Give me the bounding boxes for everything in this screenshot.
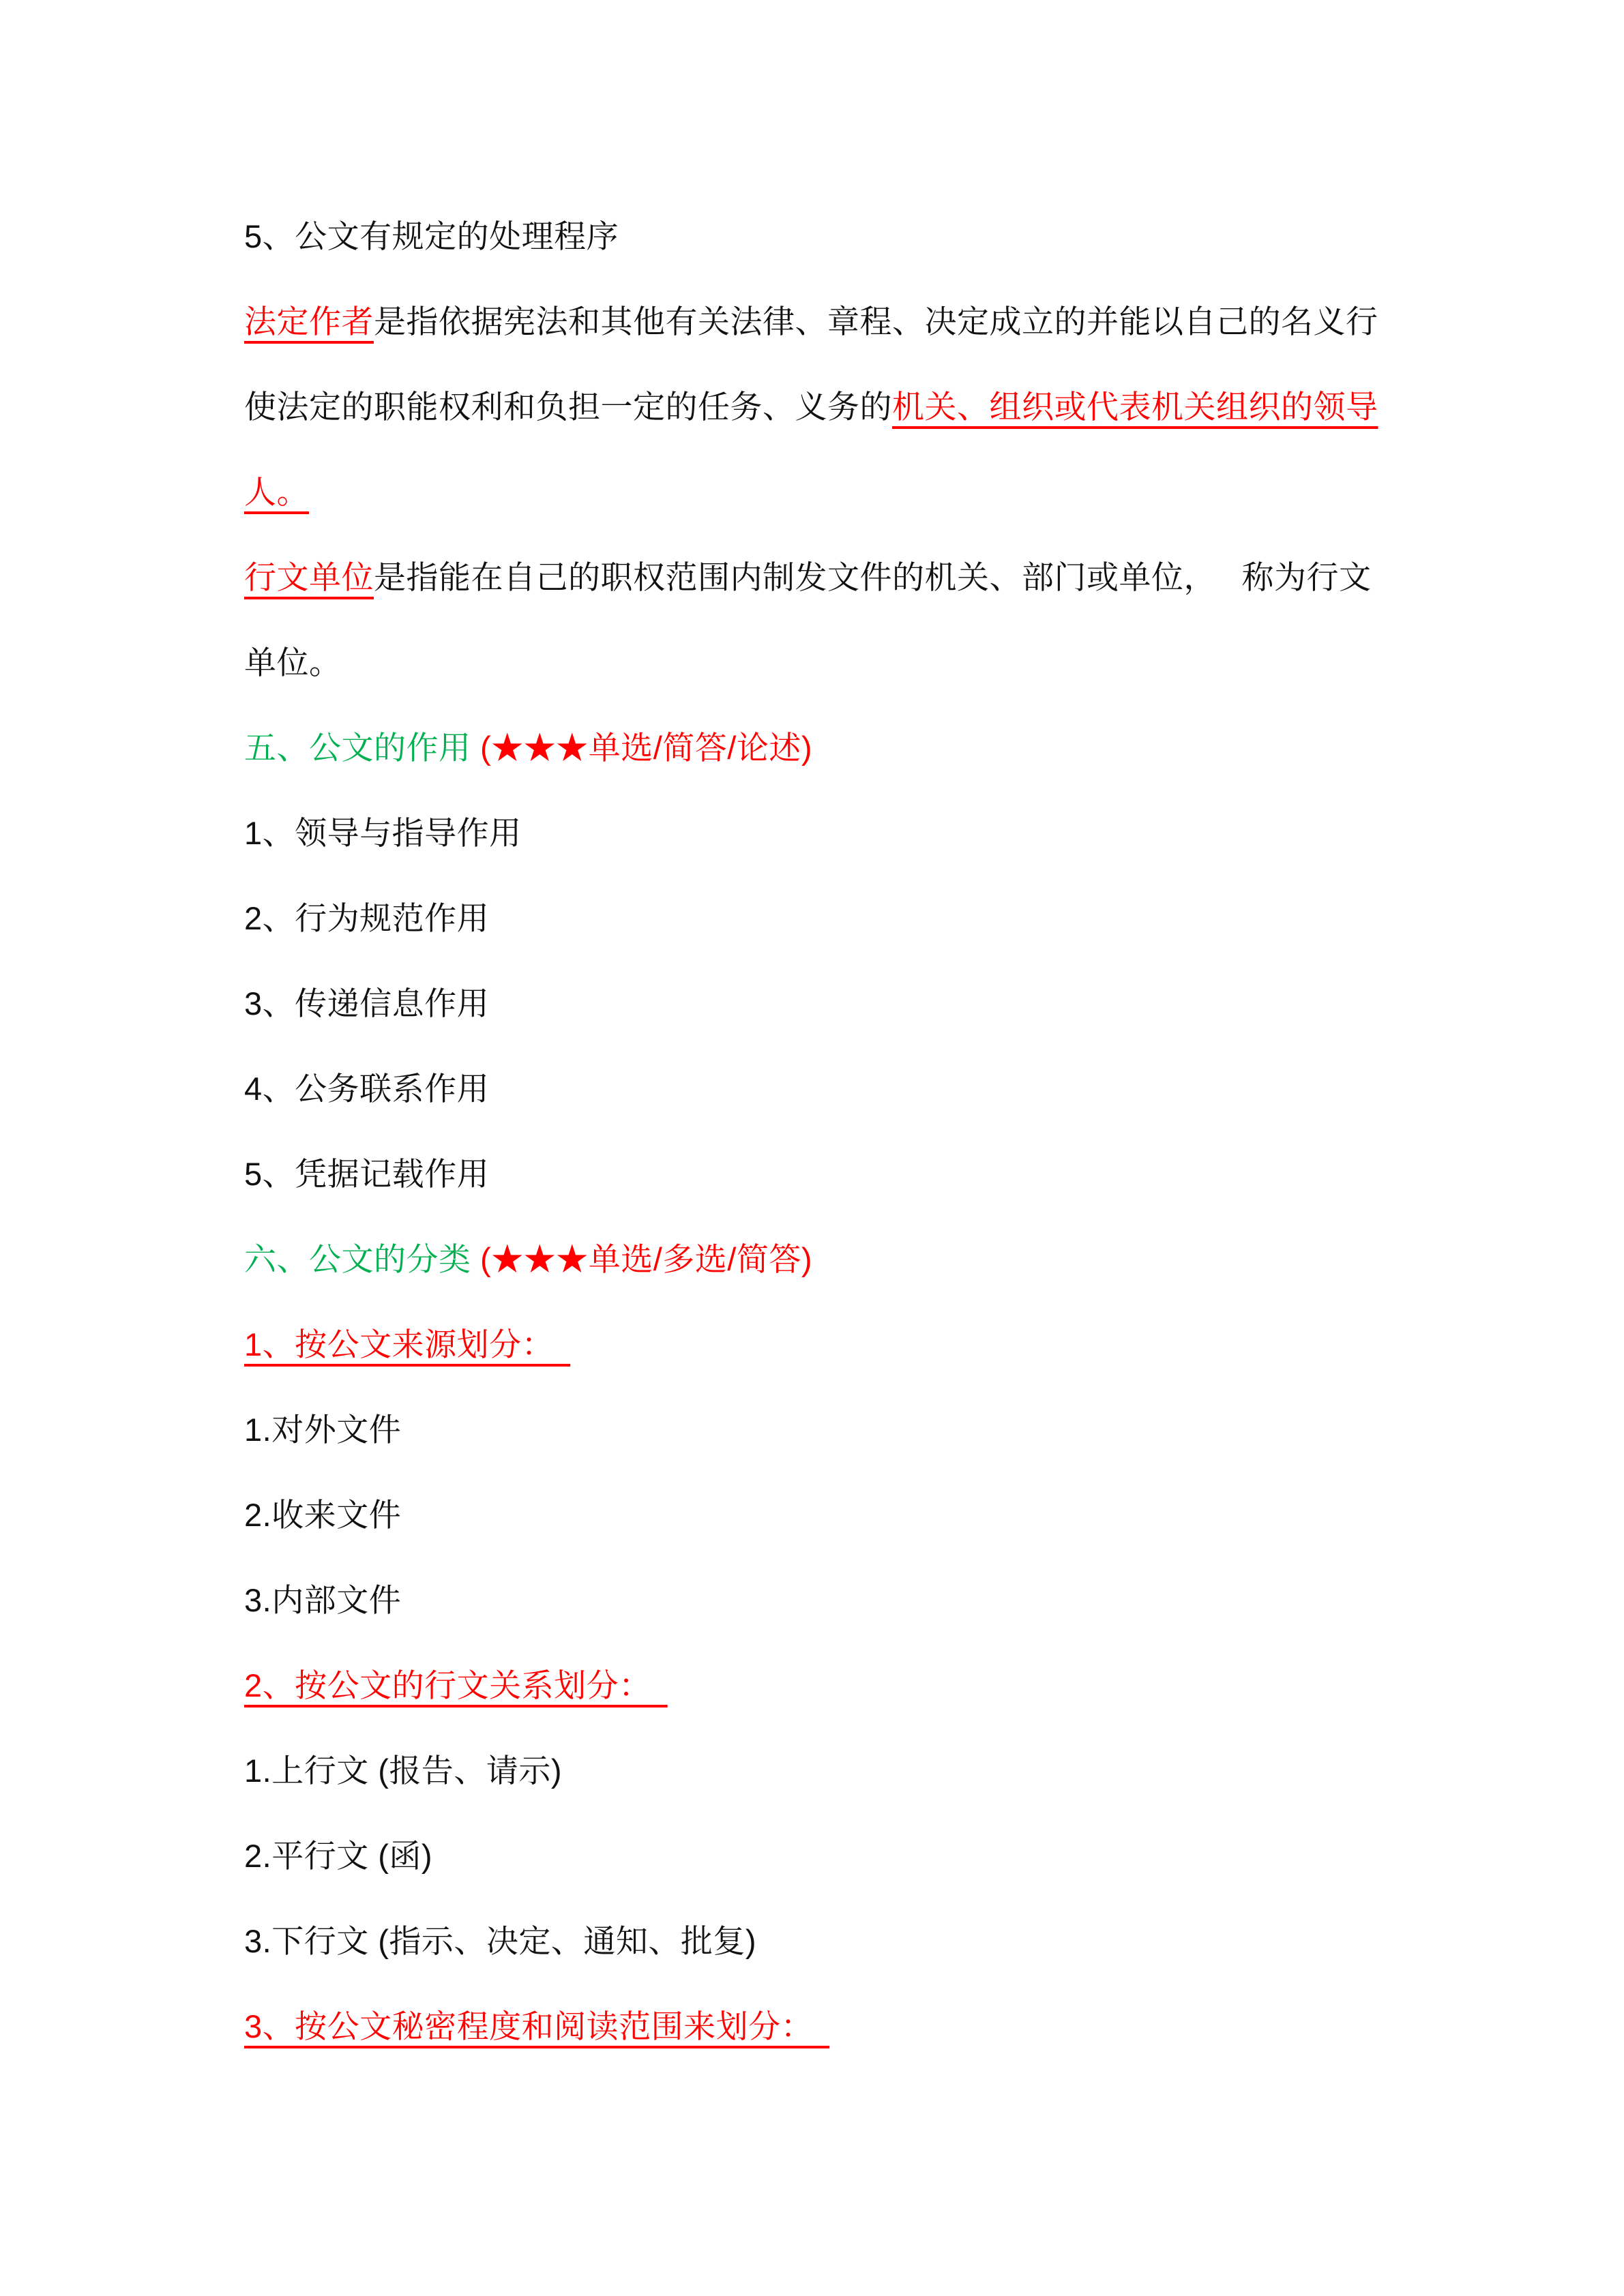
list-item-source-1 [244,1387,1411,1472]
list-item-relation-1 [244,1728,1411,1813]
subsection-heading-by-secrecy [244,1984,1411,2069]
section-heading-6-classification [244,1217,1411,1302]
document-text-column [244,194,1411,2069]
paragraph-legal-author-line-1 [244,279,1411,364]
list-item-source-1-text: 1.对外文件 [244,1412,402,1448]
paragraph-legal-author-line-1-text: 是指依据宪法和其他有关法律、章程、决定成立的并能以自己的名义行 [374,303,1378,340]
paragraph-legal-author-line-2 [244,364,1411,449]
list-item-feature-5-text: 5、公文有规定的处理程序 [244,218,619,254]
paragraph-xingwen-unit-line-1 [244,535,1411,620]
list-item-role-2-text: 2、行为规范作用 [244,900,490,936]
paragraph-xingwen-unit-line-2-text: 单位。 [244,644,342,681]
list-item-role-4-text: 4、公务联系作用 [244,1071,490,1107]
paragraph-legal-author-line-1-text: 法定作者 [244,303,374,340]
list-item-relation-3-text: 3.下行文 (指示、决定、通知、批复) [244,1923,757,1959]
list-item-role-3-text: 3、传递信息作用 [244,985,490,1022]
paragraph-xingwen-unit-line-1-text: 行文单位 [244,559,374,595]
list-item-relation-2 [244,1813,1411,1898]
list-item-role-3 [244,961,1411,1046]
list-item-role-1-text: 1、领导与指导作用 [244,815,522,851]
subsection-heading-by-source-text: 1、按公文来源划分： [244,1326,571,1362]
list-item-role-5-text: 5、凭据记载作用 [244,1156,490,1192]
subsection-heading-by-source [244,1302,1411,1387]
paragraph-legal-author-line-2-text: 机关、组织或代表机关组织的领导 [892,389,1378,425]
section-heading-5-role [244,705,1411,790]
paragraph-legal-author-line-3 [244,449,1411,535]
list-item-role-2 [244,876,1411,961]
section-heading-6-classification-text: (★★★单选/多选/简答) [471,1241,812,1277]
list-item-role-5 [244,1131,1411,1217]
list-item-source-2 [244,1472,1411,1557]
list-item-source-3-text: 3.内部文件 [244,1582,402,1618]
list-item-role-1 [244,790,1411,876]
section-heading-5-role-text: (★★★单选/简答/论述) [471,730,812,766]
paragraph-legal-author-line-3-text: 人。 [244,474,309,510]
list-item-role-4 [244,1046,1411,1131]
list-item-relation-2-text: 2.平行文 (函) [244,1838,433,1874]
subsection-heading-by-relation [244,1643,1411,1728]
list-item-relation-3 [244,1898,1411,1984]
list-item-source-2-text: 2.收来文件 [244,1497,402,1533]
list-item-relation-1-text: 1.上行文 (报告、请示) [244,1753,563,1789]
section-heading-5-role-text: 五、公文的作用 [244,730,471,766]
paragraph-xingwen-unit-line-1-text: 是指能在自己的职权范围内制发文件的机关、部门或单位， 称为行文 [374,559,1372,595]
subsection-heading-by-secrecy-text: 3、按公文秘密程度和阅读范围来划分： [244,2008,830,2044]
subsection-heading-by-relation-text: 2、按公文的行文关系划分： [244,1667,668,1703]
list-item-source-3 [244,1557,1411,1643]
paragraph-xingwen-unit-line-2 [244,620,1411,705]
list-item-feature-5 [244,194,1411,279]
section-heading-6-classification-text: 六、公文的分类 [244,1241,471,1277]
paragraph-legal-author-line-2-text: 使法定的职能权利和负担一定的任务、义务的 [244,389,892,425]
